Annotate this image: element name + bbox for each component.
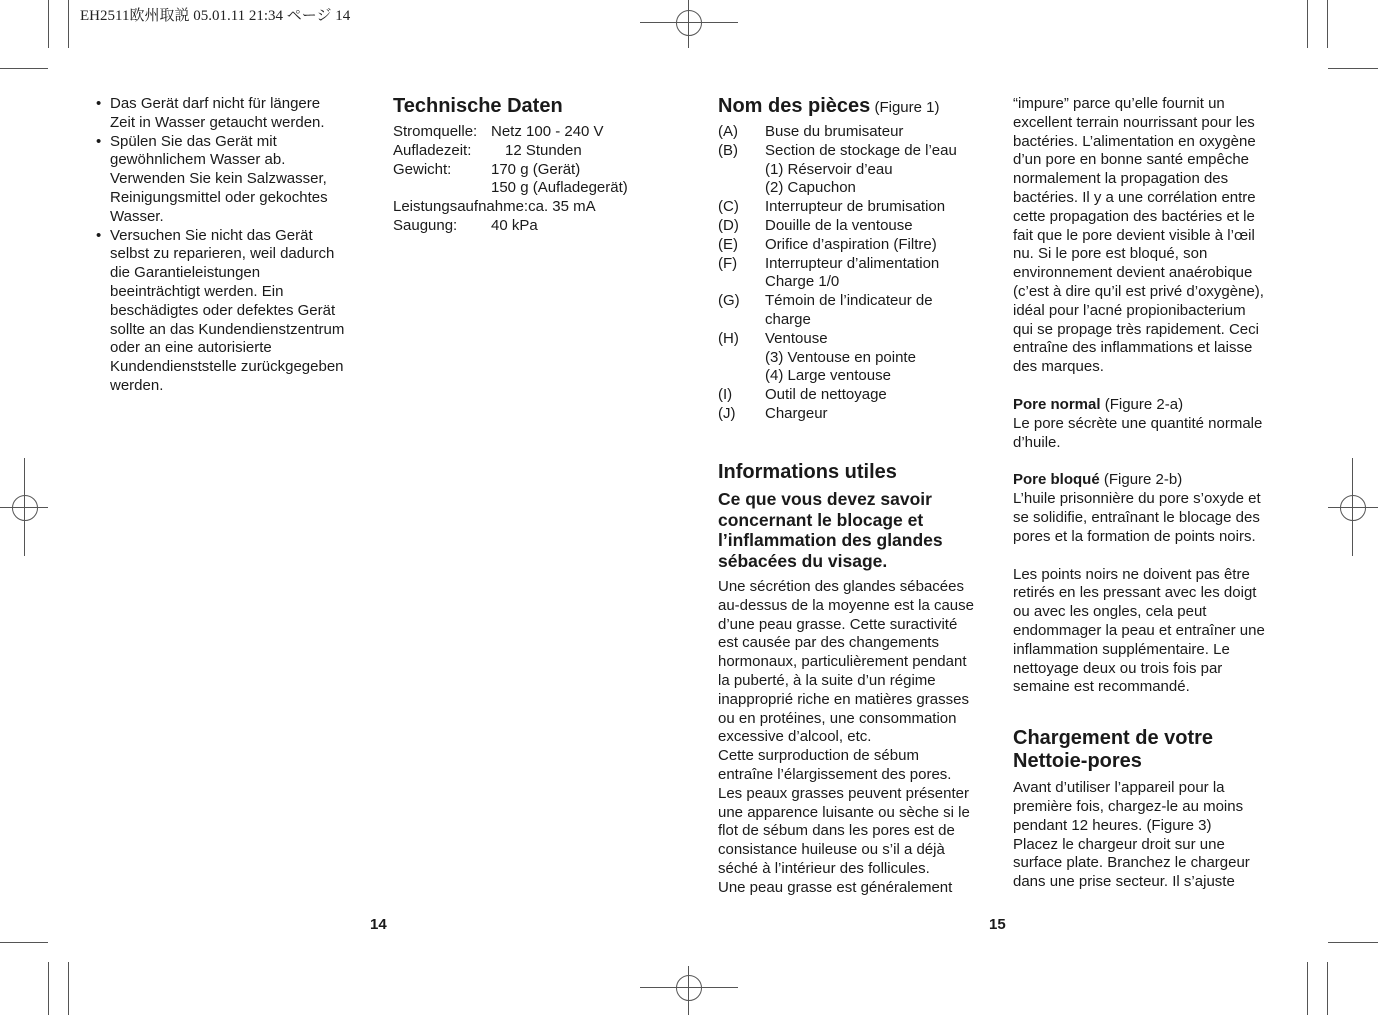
parts-heading [718, 94, 998, 118]
pore-blocked-figure-ref: (Figure 2-b) [1103, 471, 1183, 489]
part-row: (F) Interrupteur d’alimentation [718, 254, 940, 272]
part-row: (1) Réservoir d’eau [765, 160, 893, 178]
part-row: (A) Buse du brumisateur [718, 123, 904, 140]
part-row: (H) Ventouse [718, 329, 828, 347]
part-row: (4) Large ventouse [765, 367, 891, 385]
info-body: Une sécrétion des glandes sébacées au-dessus de la moyenne est la cause d’une peau grasse. Cette suractivité est causée par des changements hormonaux, particulièrement pendant la puberté, à la suite d’un régime inapproprié riche en matières grasses ou en protéines, une consommation excessive d’alcool, etc. Cette surproduction de sébum entraîne l’élargissement des pores. Les peaux grasses peuvent présenter une apparence luisante ou sèche si le flot de sébum dans les pores est de consistance huileuse ou s’il a déjà séché à l’intérieur des follicules. Une peau grasse est généralement [718, 578, 974, 896]
parts-list [718, 94, 998, 424]
parts-title: Nom des pièces [718, 95, 871, 117]
safety-bullets [96, 95, 368, 396]
pore-normal-figure-ref: (Figure 2-a) [1104, 395, 1184, 413]
info-continued-text: “impure” parce qu’elle fournit un excellent terrain nourrissant pour les bactéries. L’alimentation en oxygène d’un pore en bonne santé empêche normalement la propagation des bactéries. Il y a une corrélation entre cette propagation des bactéries et le fait que le pore devient visible à l’œil nu. Si le pore est bloqué, son environnement devient anaérobique (c’est à dire qu’il est privé d’oxygène), idéal pour l’acné propionibacterium qui se propage très rapidement. Ceci entraîne des inflammations et laisse des marques. [1013, 95, 1264, 376]
pore-blocked: Pore bloqué (Figure 2-b) L’huile prisonnière du pore s’oxyde et se solidifie, entraînant le blocage des pores et la formation de points noirs. [1013, 471, 1261, 545]
tech-row: Saugung: 40 kPa [393, 216, 538, 234]
pore-normal: Pore normal (Figure 2-a) Le pore sécrète une quantité normale d’huile. [1013, 395, 1263, 451]
bullet-item: • Versuchen Sie nicht das Gerät selbst zu reparieren, weil dadurch die Garantieleistungen beeinträchtigt werden. Ein beschädigtes oder defektes Gerät sollte an das Kundendienstzentrum oder an eine autorisierte Kundendienststelle zurückgegeben werden. [96, 226, 345, 394]
bullet-item: • Das Gerät darf nicht für längere Zeit in Wasser getaucht werden. [96, 95, 325, 131]
info-subtitle: Ce que vous devez savoir concernant le blocage et l’inflammation des glandes sébacées du visage. [718, 489, 943, 571]
printer-header: EH2511欧州取説 05.01.11 21:34 ページ 14 [80, 8, 351, 24]
tech-row: Stromquelle: Netz 100 - 240 V [393, 123, 604, 140]
part-row: (G) Témoin de l’indicateur de [718, 292, 933, 310]
tech-row: 150 g (Aufladegerät) [491, 179, 628, 197]
part-row: (D) Douille de la ventouse [718, 216, 913, 234]
technical-data [393, 94, 663, 236]
parts-figure-ref: (Figure 1) [874, 99, 940, 116]
info-continued [1013, 95, 1283, 892]
tech-title: Technische Daten [393, 95, 563, 117]
part-row: (3) Ventouse en pointe [765, 348, 916, 366]
pore-normal-title: Pore normal [1013, 395, 1101, 413]
info-title: Informations utiles [718, 461, 897, 483]
charging-section: Chargement de votre Nettoie-pores Avant d’utiliser l’appareil pour la première fois, chargez-le au moins pendant 12 heures. (Figure 3) Placez le chargeur droit sur une surface plate. Branchez le chargeur dans une prise secteur. Il s’ajuste [1013, 727, 1283, 892]
blackheads-advice: Les points noirs ne doivent pas être retirés en les pressant avec les doigt ou avec les ongles, cela peut endommager la peau et entraîner une inflammation supplémentaire. Le nettoyage deux ou trois fois par semaine est recommandé. [1013, 565, 1265, 696]
part-row: (E) Orifice d’aspiration (Filtre) [718, 235, 937, 253]
tech-row: Gewicht: 170 g (Gerät) [393, 160, 581, 178]
tech-row: Leistungsaufnahme: ca. 35 mA [393, 198, 596, 216]
part-row: Charge 1/0 [765, 273, 840, 291]
tech-row: Aufladezeit: 12 Stunden [393, 141, 582, 159]
pore-blocked-title: Pore bloqué [1013, 471, 1100, 489]
part-row: (I) Outil de nettoyage [718, 386, 887, 404]
bullet-item: • Spülen Sie das Gerät mit gewöhnlichem Wasser ab. Verwenden Sie kein Salzwasser, Reinigungsmittel oder gekochtes Wasser. [96, 132, 328, 225]
charging-title: Chargement de votre Nettoie-pores [1013, 727, 1214, 773]
part-row: charge [765, 310, 811, 328]
page-number-left: 14 [370, 916, 387, 933]
page-number-right: 15 [989, 916, 1006, 933]
part-row: (C) Interrupteur de brumisation [718, 198, 946, 216]
part-row: (B) Section de stockage de l’eau [718, 141, 957, 159]
useful-info [718, 460, 988, 898]
part-row: (2) Capuchon [765, 179, 856, 197]
part-row: (J) Chargeur [718, 404, 828, 422]
